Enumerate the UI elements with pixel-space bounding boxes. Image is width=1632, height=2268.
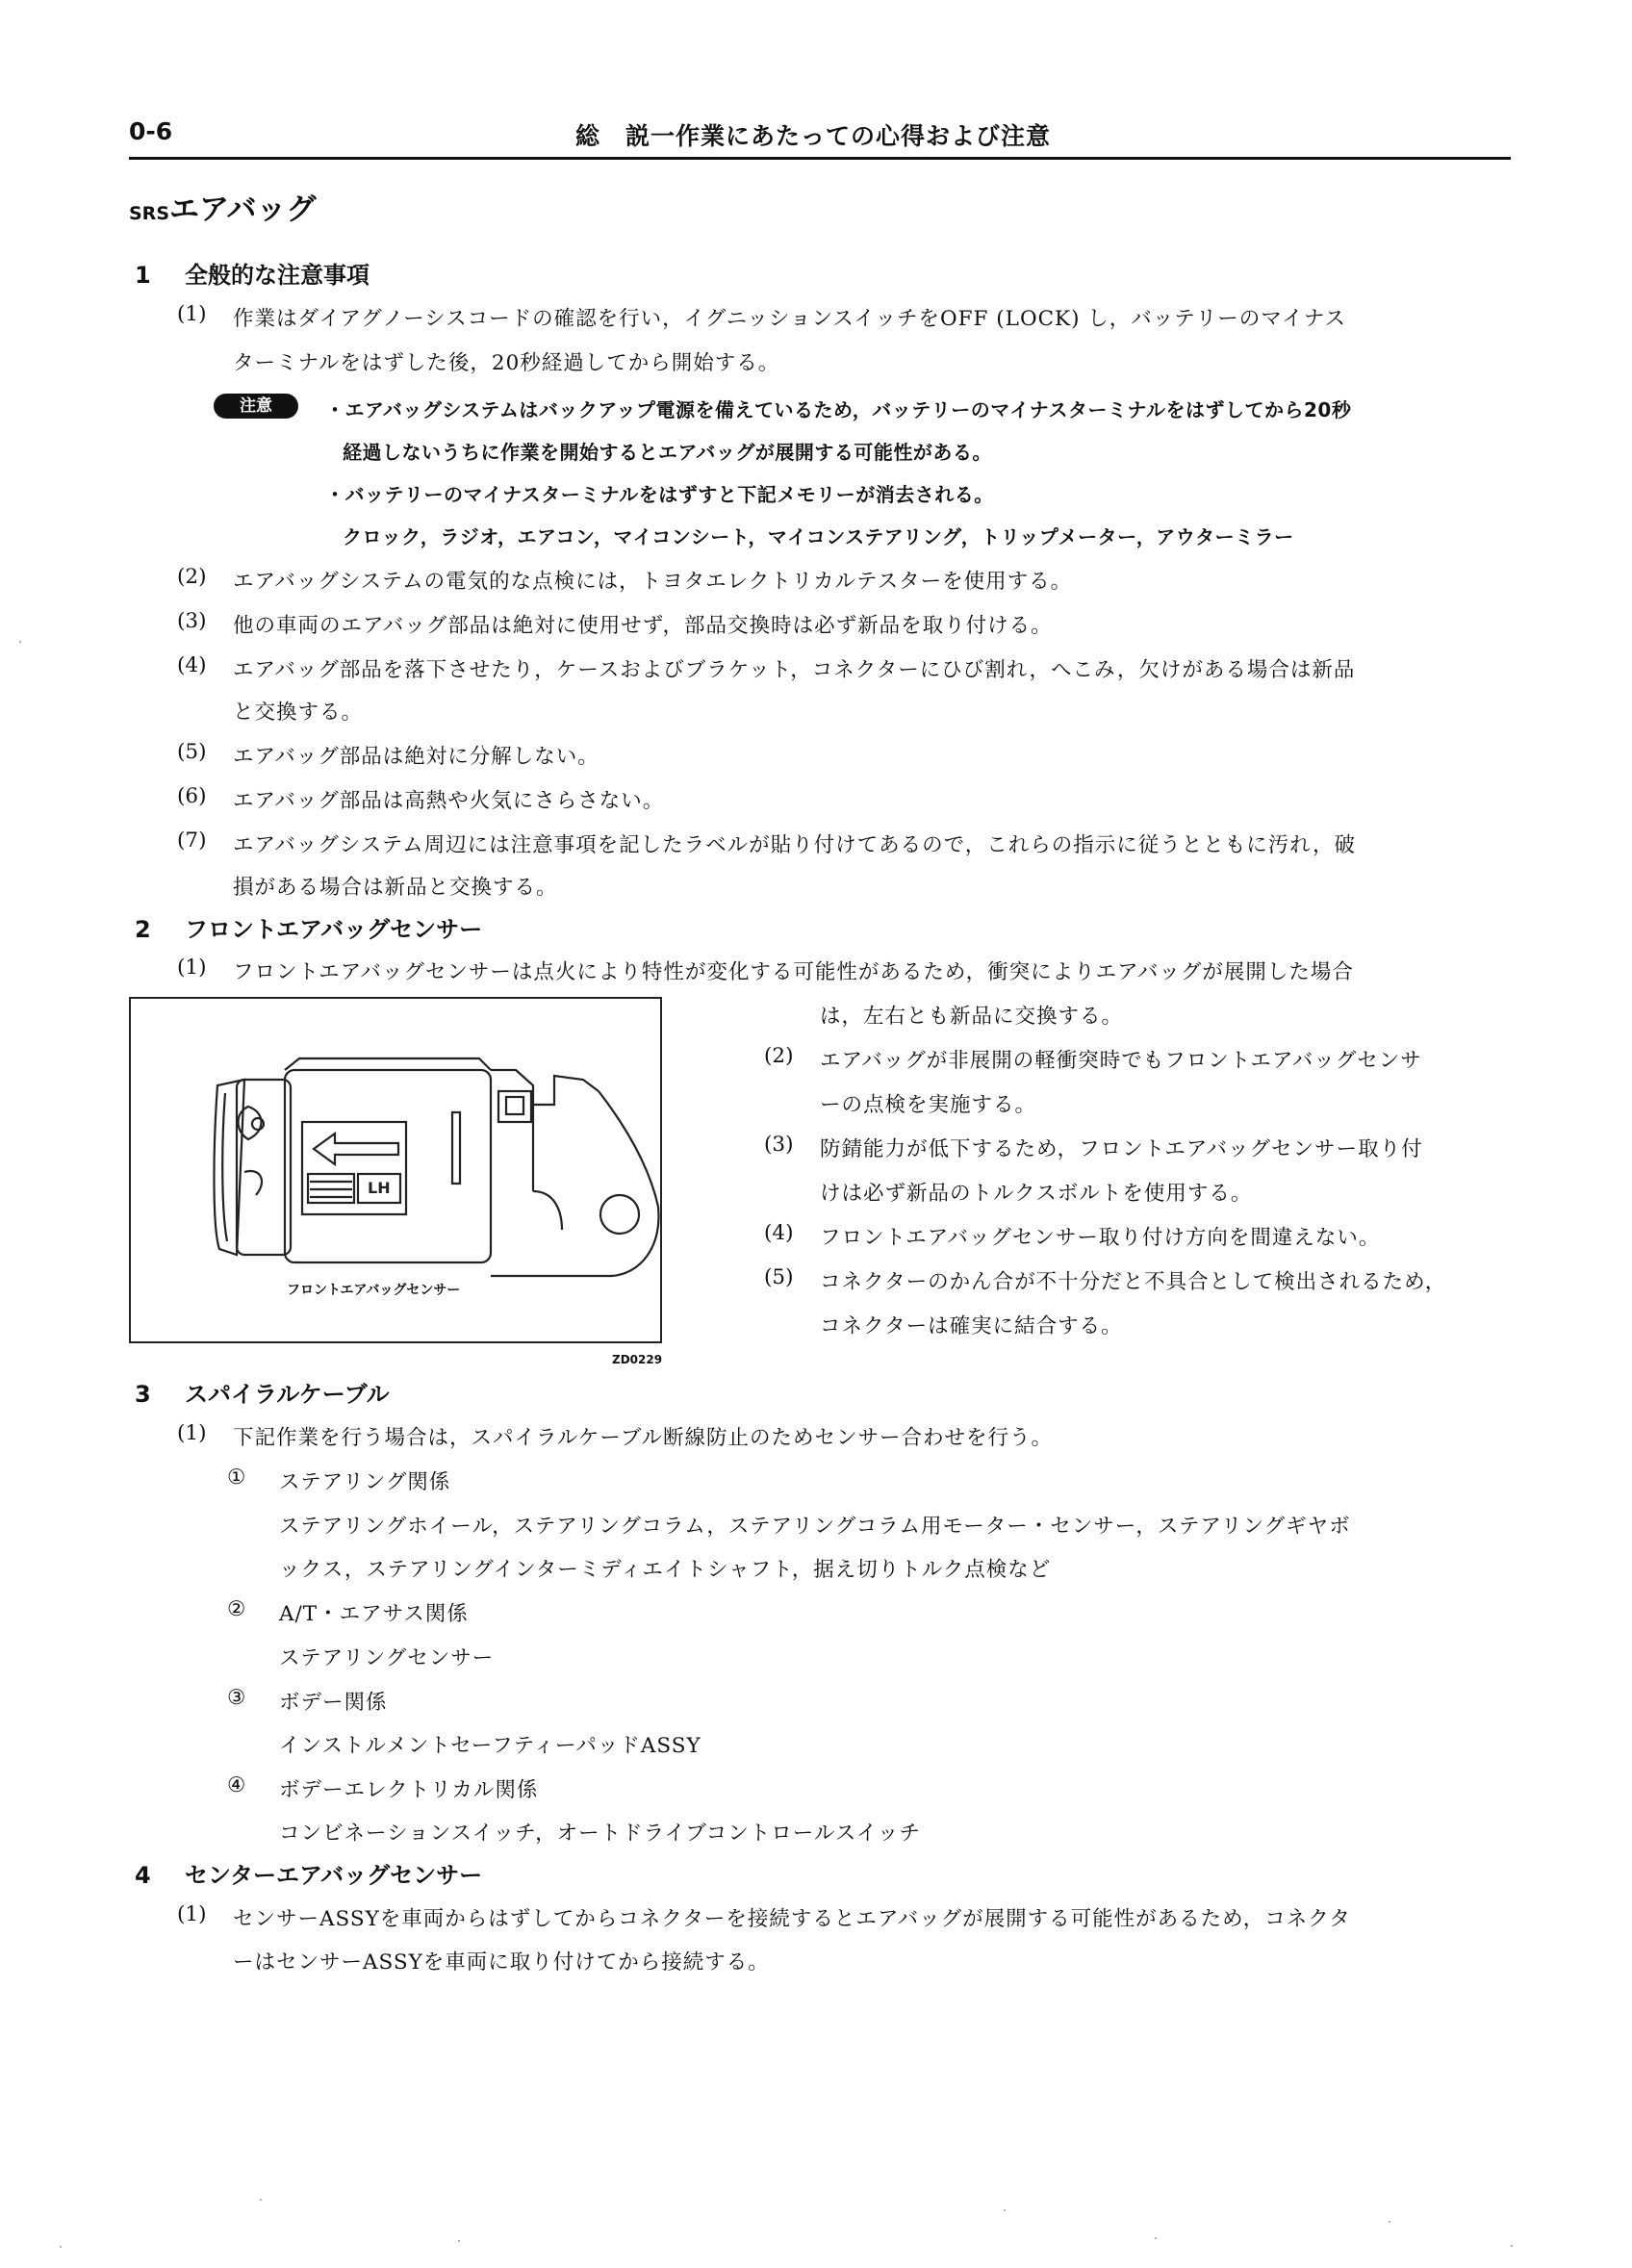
figure-caption: フロントエアバッグセンサー [287,1283,461,1298]
subitem-text: インストルメントセーフティーパッドASSY [279,1734,701,1758]
item-text: 作業はダイアグノーシスコードの確認を行い，イグニッションスイッチをOFF (LOCK) し，バッテリーのマイナス [233,307,1347,331]
section-3-heading [135,1375,390,1409]
item-text: けは必ず新品のトルクスボルトを使用する。 [820,1182,1253,1206]
item-text: 下記作業を行う場合は，スパイラルケーブル断線防止のためセンサー合わせを行う。 [233,1426,1053,1450]
item-label: (5) [764,1265,794,1289]
caution-text: 経過しないうちに作業を開始するとエアバッグが展開する可能性がある。 [343,441,992,464]
section-title: センターエアバッグセンサー [185,1862,483,1889]
page-number: 0-6 [129,117,173,145]
section-2-heading [135,910,482,944]
item-text: エアバッグシステムの電気的な点検には，トヨタエレクトリカルテスターを使用する。 [233,570,1073,594]
subitem-text: ステアリングホイール，ステアリングコラム，ステアリングコラム用モーター・センサー，ステアリングギヤボ [279,1515,1351,1539]
subitem-label: ④ [227,1773,246,1797]
caution-text: ・エアバッグシステムはバックアップ電源を備えているため，バッテリーのマイナスターミナルをはずしてから20秒 [325,398,1352,421]
section-number: 3 [135,1381,151,1408]
subitem-title: A/T・エアサス関係 [279,1602,469,1626]
item-text: エアバッグ部品を落下させたり，ケースおよびブラケット，コネクターにひび割れ，へこみ，欠けがある場合は新品 [233,658,1356,682]
item-text: フロントエアバッグセンサー取り付け方向を間違えない。 [820,1226,1381,1250]
item-text: 防錆能力が低下するため，フロントエアバッグセンサー取り付 [820,1137,1423,1161]
chapter-title: 総 説一作業にあたっての心得および注意 [575,122,1052,150]
item-text: 損がある場合は新品と交換する。 [233,876,558,900]
item-label: (1) [177,1902,207,1926]
section-1-heading [135,256,370,290]
item-label: (3) [177,609,207,633]
section-title: 全般的な注意事項 [185,262,370,289]
section-4-heading [135,1856,482,1890]
subitem-title: ステアリング関係 [279,1470,451,1494]
subitem-label: ① [227,1465,246,1490]
caution-badge: 注意 [214,394,298,419]
subitem-label: ③ [227,1686,246,1710]
item-label: (5) [177,740,207,764]
item-text: ターミナルをはずした後，20秒経過してから開始する。 [233,351,780,375]
page-title [129,185,317,228]
item-label: (1) [177,1421,207,1445]
item-text: は，左右とも新品に交換する。 [820,1005,1124,1029]
item-label: (1) [177,956,207,980]
subitem-text: ックス，ステアリングインターミディエイトシャフト，据え切りトルク点検など [279,1558,1052,1582]
subitem-text: ステアリングセンサー [279,1646,495,1670]
item-text: ーの点検を実施する。 [820,1093,1037,1117]
item-text: センサーASSYを車両からはずしてからコネクターを接続するとエアバッグが展開する可能性があるため，コネクタ [233,1907,1351,1931]
page-title-prefix: SRS [129,203,169,224]
item-text: ーはセンサーASSYを車両に取り付けてから接続する。 [233,1950,770,1975]
section-title: スパイラルケーブル [185,1381,390,1408]
subitem-text: コンビネーションスイッチ，オートドライブコントロールスイッチ [279,1822,921,1846]
item-label: (7) [177,828,207,853]
item-text: と交換する。 [233,701,364,725]
subitem-title: ボデー関係 [279,1691,388,1715]
item-text: コネクターのかん合が不十分だと不具合として検出されるため， [820,1270,1447,1294]
item-label: (2) [764,1044,794,1068]
section-number: 4 [135,1862,151,1889]
section-number: 2 [135,916,151,943]
item-text: エアバッグ部品は絶対に分解しない。 [233,745,599,769]
item-label: (4) [177,653,207,677]
item-text: エアバッグ部品は高熱や火気にさらさない。 [233,789,665,813]
page-title-text: エアバッグ [169,192,317,227]
item-label: (4) [764,1221,794,1245]
item-label: (3) [764,1133,794,1157]
item-text: コネクターは確実に結合する。 [820,1314,1123,1338]
section-number: 1 [135,262,151,289]
caution-text: ・バッテリーのマイナスターミナルをはずすと下記メモリーが消去される。 [325,483,994,506]
item-text: フロントエアバッグセンサーは点火により特性が変化する可能性があるため，衝突によりエアバッグが展開した場合 [233,960,1354,984]
item-text: エアバッグシステム周辺には注意事項を記したラベルが貼り付けてあるので，これらの指示に従うとともに汚れ，破 [233,833,1356,857]
item-label: (2) [177,565,207,589]
header-rule [129,157,1511,160]
item-text: エアバッグが非展開の軽衝突時でもフロントエアバッグセンサ [820,1049,1422,1073]
section-title: フロントエアバッグセンサー [185,916,483,943]
item-text: 他の車両のエアバッグ部品は絶対に使用せず，部品交換時は必ず新品を取り付ける。 [233,614,1053,638]
figure-code: ZD0229 [612,1353,663,1366]
item-label: (1) [177,302,207,326]
side-mark-label: LH [368,1179,391,1197]
caution-text: クロック，ラジオ，エアコン，マイコンシート，マイコンステアリング，トリップメーター，アウターミラー [343,525,1294,548]
item-label: (6) [177,784,207,808]
subitem-title: ボデーエレクトリカル関係 [279,1778,539,1802]
subitem-label: ② [227,1597,246,1621]
